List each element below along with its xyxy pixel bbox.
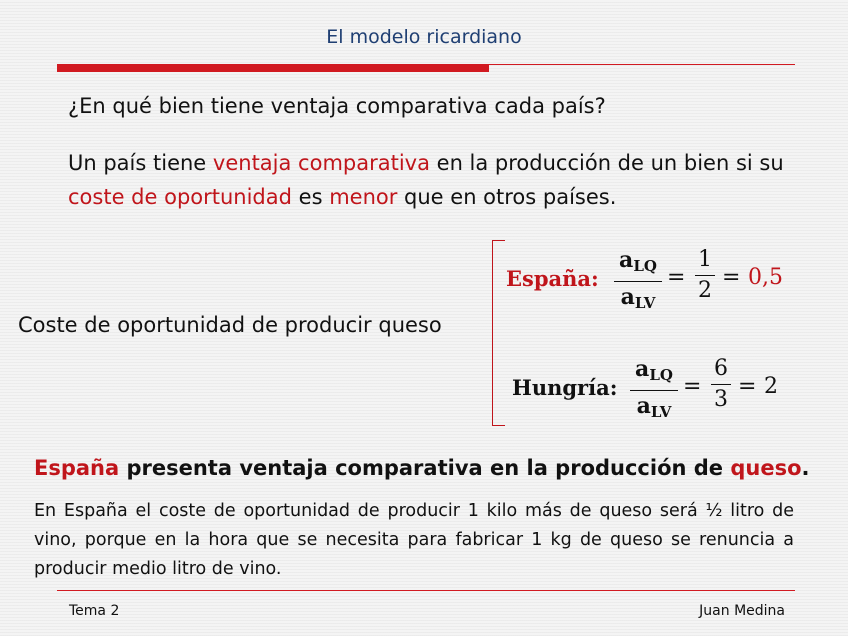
espana-label: España: (506, 266, 599, 291)
coste-oportunidad-label: Coste de oportunidad de producir queso (18, 313, 442, 337)
highlight-ventaja: ventaja comparativa (212, 151, 430, 175)
espana-ratio-numerator: $a_{LQ}$ (619, 247, 657, 275)
highlight-coste: coste de oportunidad (68, 185, 292, 209)
espana-result: 0,5 (748, 265, 783, 290)
title-rule (57, 63, 795, 72)
conclusion-country: España (34, 456, 120, 480)
hungria-value-denominator: 3 (714, 387, 728, 412)
hungria-label: Hungría: (512, 375, 618, 400)
hungria-ratio-bar (630, 390, 678, 391)
hungria-value-numerator: 6 (714, 356, 728, 381)
espana-equals-1: = (667, 265, 686, 290)
title-rule-thick (57, 64, 489, 72)
footer-topic: Tema 2 (69, 603, 120, 619)
hungria-ratio-numerator: $a_{LQ}$ (635, 356, 673, 384)
hungria-result: 2 (764, 374, 778, 399)
conclusion-good: queso (730, 456, 802, 480)
bracket (492, 240, 505, 426)
espana-equals-2: = (722, 265, 741, 290)
espana-value-bar (695, 275, 715, 276)
espana-ratio-fraction (614, 247, 662, 316)
espana-ratio-bar (614, 281, 662, 282)
definition-part-4: que en otros países. (397, 185, 617, 209)
slide-title: El modelo ricardiano (326, 26, 522, 48)
espana-ratio-denominator: $a_{LV}$ (620, 284, 656, 312)
highlight-menor: menor (329, 185, 398, 209)
question-text: ¿En qué bien tiene ventaja comparativa cada país? (68, 94, 606, 118)
definition-part-1: Un país tiene (68, 151, 213, 175)
definition-part-3: es (291, 185, 330, 209)
title-rule-thin (489, 64, 795, 65)
footer-rule (57, 590, 795, 591)
footer-author: Juan Medina (699, 603, 785, 619)
conclusion-text (34, 456, 810, 480)
definition-part-2: en la producción de un bien si su (429, 151, 784, 175)
hungria-ratio-fraction (630, 356, 678, 425)
conclusion-middle: presenta ventaja comparativa en la producción de (119, 456, 731, 480)
definition-text (68, 146, 808, 214)
espana-value-numerator: 1 (698, 247, 712, 272)
hungria-ratio-denominator: $a_{LV}$ (636, 393, 672, 421)
conclusion-end: . (801, 456, 810, 480)
hungria-value-fraction (711, 356, 731, 413)
espana-value-denominator: 2 (698, 278, 712, 303)
hungria-value-bar (711, 384, 731, 385)
explanation-text: En España el coste de oportunidad de producir 1 kilo más de queso será ½ litro de vino, porque en la hora que se necesita para fabricar 1 kg de queso se renuncia a producir medio litro de vino. (34, 501, 794, 579)
hungria-equals-2: = (738, 374, 757, 399)
hungria-equals-1: = (683, 374, 702, 399)
espana-value-fraction (695, 247, 715, 304)
